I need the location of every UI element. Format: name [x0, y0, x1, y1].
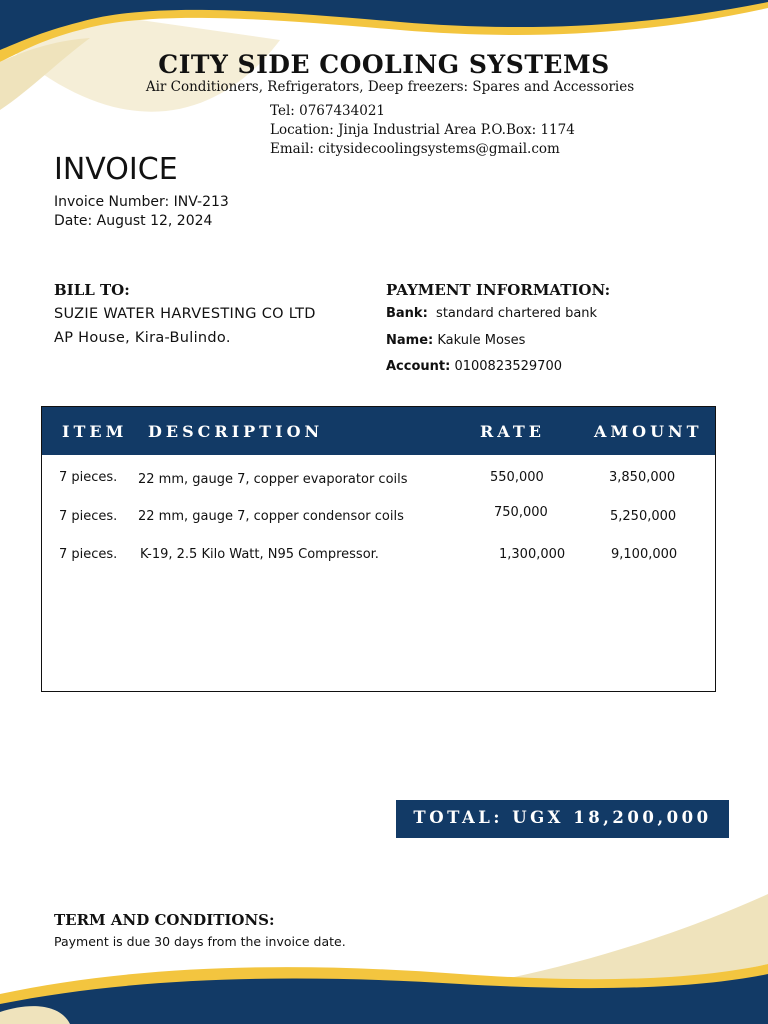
payment-account-label: Account: — [386, 359, 451, 374]
row-amount: 9,100,000 — [611, 547, 678, 562]
terms-text: Payment is due 30 days from the invoice date. — [54, 934, 346, 949]
company-tagline: Air Conditioners, Refrigerators, Deep freezers: Spares and Accessories — [145, 79, 635, 95]
invoice-number: Invoice Number: INV-213 — [54, 194, 229, 210]
row-rate: 1,300,000 — [499, 547, 566, 562]
total-box — [396, 800, 729, 838]
row-rate: 550,000 — [490, 470, 544, 485]
row-rate: 750,000 — [494, 505, 548, 520]
invoice-title: INVOICE — [54, 152, 178, 187]
row-amount: 5,250,000 — [610, 509, 677, 524]
payment-name — [386, 333, 525, 348]
row-qty: 7 pieces. — [59, 509, 118, 524]
total-amount: TOTAL: UGX 18,200,000 — [413, 808, 712, 827]
payment-account-value: 0100823529700 — [454, 359, 562, 374]
table-row — [42, 547, 715, 567]
row-description: K-19, 2.5 Kilo Watt, N95 Compressor. — [140, 547, 379, 562]
bill-to-name: SUZIE WATER HARVESTING CO LTD — [54, 306, 316, 322]
payment-bank — [386, 306, 597, 321]
payment-bank-value: standard chartered bank — [436, 306, 598, 321]
payment-info-heading: PAYMENT INFORMATION: — [386, 281, 611, 299]
row-qty: 7 pieces. — [59, 547, 118, 562]
table-row — [42, 505, 715, 529]
table-header — [42, 407, 715, 455]
items-table — [41, 406, 716, 692]
payment-bank-label: Bank: — [386, 306, 428, 321]
header-amount: AMOUNT — [594, 422, 703, 441]
header-rate: RATE — [480, 422, 545, 441]
row-qty: 7 pieces. — [59, 470, 118, 485]
company-email: Email: citysidecoolingsystems@gmail.com — [270, 141, 560, 157]
terms-heading: TERM AND CONDITIONS: — [54, 911, 275, 929]
company-name: CITY SIDE COOLING SYSTEMS — [158, 50, 610, 79]
header-item: ITEM — [62, 422, 128, 441]
row-description: 22 mm, gauge 7, copper condensor coils — [138, 509, 404, 524]
bill-to-heading: BILL TO: — [54, 281, 130, 299]
bill-to-address: AP House, Kira-Bulindo. — [54, 330, 231, 346]
invoice-date: Date: August 12, 2024 — [54, 213, 213, 229]
company-tel: Tel: 0767434021 — [270, 103, 385, 119]
payment-name-label: Name: — [386, 333, 434, 348]
table-row — [42, 470, 715, 490]
row-description: 22 mm, gauge 7, copper evaporator coils — [138, 472, 408, 487]
company-location: Location: Jinja Industrial Area P.O.Box: 1174 — [270, 122, 575, 138]
row-amount: 3,850,000 — [609, 470, 676, 485]
payment-account — [386, 359, 562, 374]
payment-name-value: Kakule Moses — [437, 333, 526, 348]
header-description: DESCRIPTION — [148, 422, 324, 441]
bottom-wave-decoration — [0, 884, 768, 1024]
